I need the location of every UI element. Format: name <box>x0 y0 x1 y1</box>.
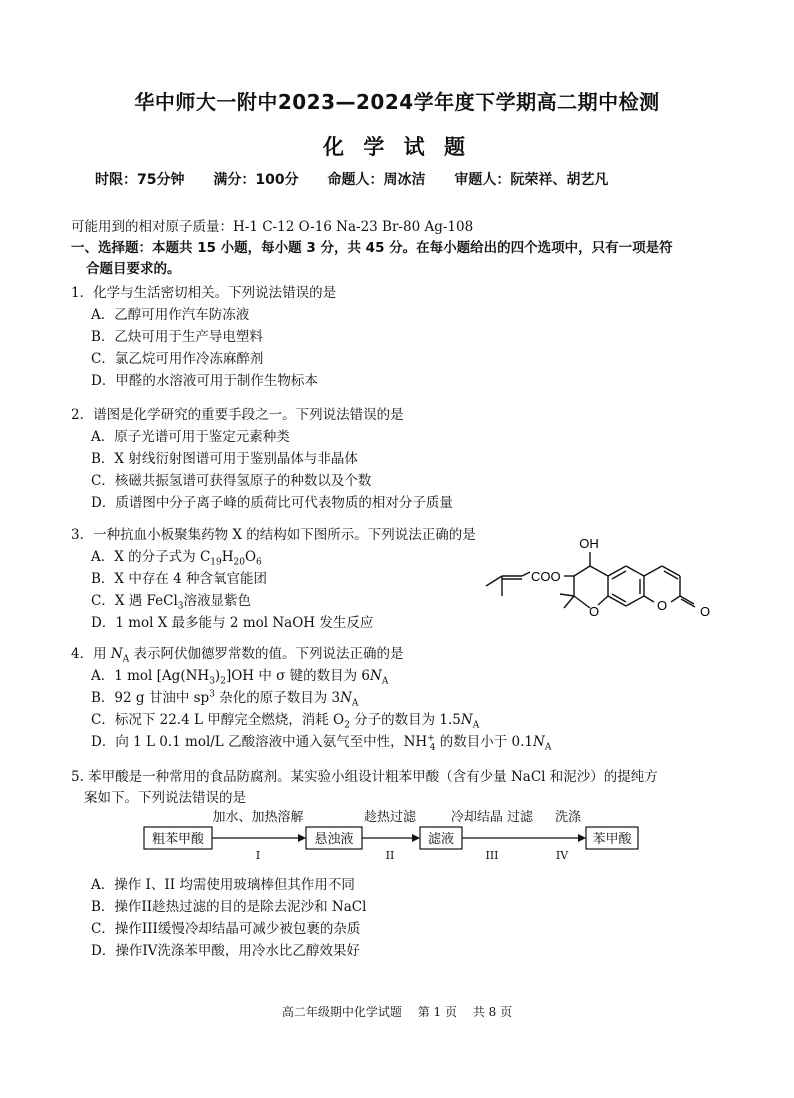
q5-option-a: A．操作 I、II 均需使用玻璃棒但其作用不同 <box>91 877 355 893</box>
exam-title: 华中师大一附中2023—2024学年度下学期高二期中检测 <box>134 90 660 114</box>
q4-option-b: B．92 g 甘油中 $sp^3$ 杂化的原子数目为 $3N_A$ <box>91 689 359 709</box>
flow-step-3: 冷却结晶 过滤 <box>450 810 534 825</box>
section-heading-1: 一、选择题：本题共 15 小题，每小题 3 分，共 45 分。在每小题给出的四个选项中，只有一项是符 <box>71 240 673 256</box>
flow-step-4: 洗涤 <box>554 810 582 825</box>
footer-page: 第 1 页 <box>417 1005 457 1019</box>
page-footer <box>0 1003 794 1020</box>
q4-option-d: D．向 1 L 0.1 mol/L 乙酸溶液中通入氨气至中性，$NH^+_4$ 的数目小于 $0.1N_A$ <box>91 733 552 753</box>
q2-option-a: A．原子光谱可用于鉴定元素种类 <box>91 429 290 445</box>
flow-box-crude: 粗苯甲酸 <box>151 832 205 847</box>
q3-option-b: B．X 中存在 4 种含氧官能团 <box>91 571 267 587</box>
mol-ester-label: COO <box>531 569 561 584</box>
exam-subtitle: 化 学 试 题 <box>323 135 471 159</box>
setter: 命题人：周冰洁 <box>327 172 426 188</box>
q2-stem: 2．谱图是化学研究的重要手段之一。下列说法错误的是 <box>71 407 404 423</box>
flow-step-1: 加水、加热溶解 <box>212 810 304 825</box>
exam-meta <box>95 169 632 189</box>
time-limit: 时限：75分钟 <box>95 172 185 188</box>
flow-num-4: IV <box>555 849 569 862</box>
purification-flowchart <box>142 805 642 865</box>
q5-option-d: D．操作IV洗涤苯甲酸，用冷水比乙醇效果好 <box>91 943 360 959</box>
full-score: 满分：100分 <box>213 172 299 188</box>
q2-option-b: B．X 射线衍射图谱可用于鉴别晶体与非晶体 <box>91 451 358 467</box>
q2-option-d: D．质谱图中分子离子峰的质荷比可代表物质的相对分子质量 <box>91 495 453 511</box>
atomic-masses: 可能用到的相对原子质量：H-1 C-12 O-16 Na-23 Br-80 Ag-108 <box>71 219 474 235</box>
q1-option-d: D．甲醛的水溶液可用于制作生物标本 <box>91 373 318 389</box>
q5-option-b: B．操作II趁热过滤的目的是除去泥沙和 NaCl <box>91 899 367 915</box>
q3-option-d: D．1 mol X 最多能与 2 mol NaOH 发生反应 <box>91 615 374 631</box>
q4-stem: 4．用 $N_A$ 表示阿伏伽德罗常数的值。下列说法正确的是 <box>71 646 404 665</box>
q1-option-c: C．氯乙烷可用作冷冻麻醉剂 <box>91 351 264 367</box>
mol-o-lactone: O <box>656 598 668 613</box>
flow-box-filtrate: 滤液 <box>427 832 455 847</box>
mol-oh-label: OH <box>579 538 599 551</box>
q1-stem: 1．化学与生活密切相关。下列说法错误的是 <box>71 285 337 301</box>
q3-option-a: A．X 的分子式为 $C_{19}H_{20}O_6$ <box>91 549 262 568</box>
q4-option-c: C．标况下 22.4 L 甲醇完全燃烧，消耗 $O_2$ 分子的数目为 $1.5N_A$ <box>91 712 480 731</box>
q1-option-b: B．乙炔可用于生产导电塑料 <box>91 329 263 345</box>
flow-num-3: III <box>485 849 499 862</box>
reviewer: 审题人：阮荣祥、胡艺凡 <box>454 172 609 188</box>
footer-total: 共 8 页 <box>472 1005 513 1019</box>
flow-box-product: 苯甲酸 <box>592 832 632 847</box>
q2-option-c: C．核磁共振氢谱可获得氢原子的种数以及个数 <box>91 473 372 489</box>
q4-option-a: A．1 mol $[Ag(NH_3)_2]OH$ 中 σ 键的数目为 $6N_A$ <box>91 668 389 687</box>
flow-step-2: 趁热过滤 <box>363 810 417 825</box>
q5-stem-2: 案如下。下列说法错误的是 <box>84 790 246 806</box>
section-heading-2: 合题目要求的。 <box>86 261 181 277</box>
flow-num-2: II <box>385 849 395 862</box>
q3-option-c: C．X 遇 FeCl$_3$溶液显紫色 <box>91 593 252 612</box>
q1-option-a: A．乙醇可用作汽车防冻液 <box>91 307 250 323</box>
footer-title: 高二年级期中化学试题 <box>281 1005 402 1019</box>
mol-o-pyran: O <box>588 604 600 619</box>
mol-o-carbonyl: O <box>700 604 711 619</box>
q3-stem: 3．一种抗血小板聚集药物 X 的结构如下图所示。下列说法正确的是 <box>71 527 476 543</box>
molecule-x-structure <box>480 538 740 628</box>
flow-num-1: I <box>255 849 261 862</box>
flow-box-suspension: 悬浊液 <box>314 832 354 847</box>
q5-option-c: C．操作III缓慢冷却结晶可减少被包裹的杂质 <box>91 921 361 937</box>
q5-stem-1: 5. 苯甲酸是一种常用的食品防腐剂。某实验小组设计粗苯甲酸（含有少量 NaCl 和泥沙）的提纯方 <box>71 769 658 785</box>
